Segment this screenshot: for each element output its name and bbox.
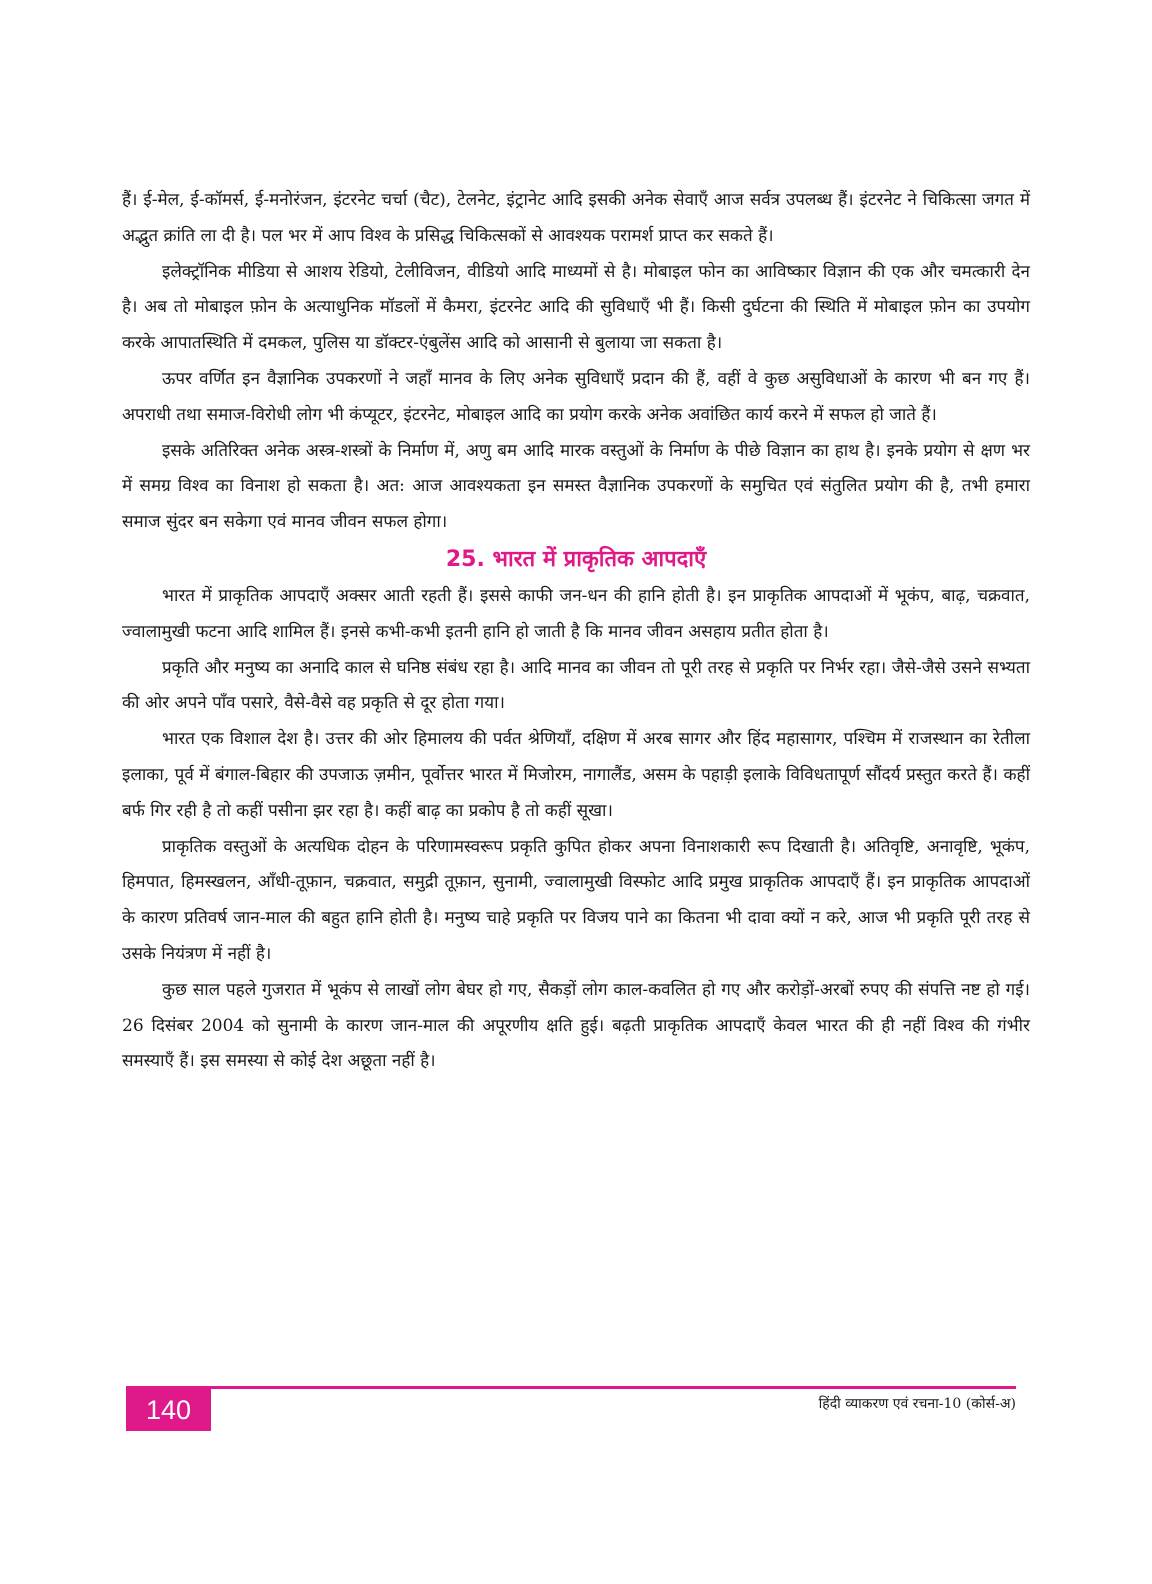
page-content [122, 183, 1030, 1080]
paragraph-disasters-intro: भारत में प्राकृतिक आपदाएँ अक्सर आती रहती हैं। इससे काफी जन-धन की हानि होती है। इन प्राकृतिक आपदाओं में भूकंप, बाढ़, चक्रवात, ज्वालामुखी फटना आदि शामिल हैं। इनसे कभी-कभी इतनी हानि हो जाती है कि मानव जीवन असहाय प्रतीत होता है। [122, 585, 1030, 642]
paragraph-internet-services: हैं। ई-मेल, ई-कॉमर्स, ई-मनोरंजन, इंटरनेट चर्चा (चैट), टेलनेट, इंट्रानेट आदि इसकी अनेक सेवाएँ आज सर्वत्र उपलब्ध हैं। इंटरनेट ने चिकित्सा जगत में अद्भुत क्रांति ला दी है। पल भर में आप विश्व के प्रसिद्ध चिकित्सकों से आवश्यक परामर्श प्राप्त कर सकते हैं। [122, 190, 1030, 246]
paragraph-misuse-of-devices: ऊपर वर्णित इन वैज्ञानिक उपकरणों ने जहाँ मानव के लिए अनेक सुविधाएँ प्रदान की हैं, वहीं वे कुछ असुविधाओं के कारण भी बन गए हैं। अपराधी तथा समाज-विरोधी लोग भी कंप्यूटर, इंटरनेट, मोबाइल आदि का प्रयोग करके अनेक अवांछित कार्य करने में सफल हो जाते हैं। [122, 368, 1030, 425]
page-number: 140 [126, 1389, 211, 1431]
footer-divider [126, 1386, 1016, 1389]
paragraph-man-and-nature: प्रकृति और मनुष्य का अनादि काल से घनिष्ठ संबंध रहा है। आदि मानव का जीवन तो पूरी तरह से प्रकृति पर निर्भर रहा। जैसे-जैसे उसने सभ्यता की ओर अपने पाँव पसारे, वैसे-वैसे वह प्रकृति से दूर होता गया। [122, 657, 1030, 714]
paragraph-exploitation-of-nature: प्राकृतिक वस्तुओं के अत्यधिक दोहन के परिणामस्वरूप प्रकृति कुपित होकर अपना विनाशकारी रूप दिखाती है। अतिवृष्टि, अनावृष्टि, भूकंप, हिमपात, हिमस्खलन, आँधी-तूफ़ान, चक्रवात, समुद्री तूफ़ान, सुनामी, ज्वालामुखी विस्फोट आदि प्रमुख प्राकृतिक आपदाएँ हैं। इन प्राकृतिक आपदाओं के कारण प्रतिवर्ष जान-माल की बहुत हानि होती है। मनुष्य चाहे प्रकृति पर विजय पाने का कितना भी दावा क्यों न करे, आज भी प्रकृति पूरी तरह से उसके नियंत्रण में नहीं है। [122, 836, 1030, 964]
paragraph-india-geography: भारत एक विशाल देश है। उत्तर की ओर हिमालय की पर्वत श्रेणियाँ, दक्षिण में अरब सागर और हिंद महासागर, पश्चिम में राजस्थान का रेतीला इलाका, पूर्व में बंगाल-बिहार की उपजाऊ ज़मीन, पूर्वोत्तर भारत में मिजोरम, नागालैंड, असम के पहाड़ी इलाके विविधतापूर्ण सौंदर्य प्रस्तुत करते हैं। कहीं बर्फ गिर रही है तो कहीं पसीना झर रहा है। कहीं बाढ़ का प्रकोप है तो कहीं सूखा। [122, 729, 1030, 821]
paragraph-gujarat-tsunami: कुछ साल पहले गुजरात में भूकंप से लाखों लोग बेघर हो गए, सैकड़ों लोग काल-कवलित हो गए और करोड़ों-अरबों रुपए की संपत्ति नष्ट हो गई। 26 दिसंबर 2004 को सुनामी के कारण जान-माल की अपूरणीय क्षति हुई। बढ़ती प्राकृतिक आपदाएँ केवल भारत की ही नहीं विश्व की गंभीर समस्याएँ हैं। इस समस्या से कोई देश अछूता नहीं है। [122, 979, 1030, 1072]
book-title: हिंदी व्याकरण एवं रचना-10 (कोर्स-अ) [818, 1396, 1016, 1412]
section-heading: 25. भारत में प्राकृतिक आपदाएँ [445, 546, 707, 572]
paragraph-electronic-media: इलेक्ट्रॉनिक मीडिया से आशय रेडियो, टेलीविजन, वीडियो आदि माध्यमों से है। मोबाइल फोन का आविष्कार विज्ञान की एक और चमत्कारी देन है। अब तो मोबाइल फ़ोन के अत्याधुनिक मॉडलों में कैमरा, इंटरनेट आदि की सुविधाएँ भी हैं। किसी दुर्घटना की स्थिति में मोबाइल फ़ोन का उपयोग करके आपातस्थिति में दमकल, पुलिस या डॉक्टर-एंबुलेंस आदि को आसानी से बुलाया जा सकता है। [122, 261, 1030, 354]
paragraph-weapons-conclusion: इसके अतिरिक्त अनेक अस्त्र-शस्त्रों के निर्माण में, अणु बम आदि मारक वस्तुओं के निर्माण के पीछे विज्ञान का हाथ है। इनके प्रयोग से क्षण भर में समग्र विश्व का विनाश हो सकता है। अत: आज आवश्यकता इन समस्त वैज्ञानिक उपकरणों के समुचित एवं संतुलित प्रयोग की है, तभी हमारा समाज सुंदर बन सकेगा एवं मानव जीवन सफल होगा। [122, 440, 1030, 533]
